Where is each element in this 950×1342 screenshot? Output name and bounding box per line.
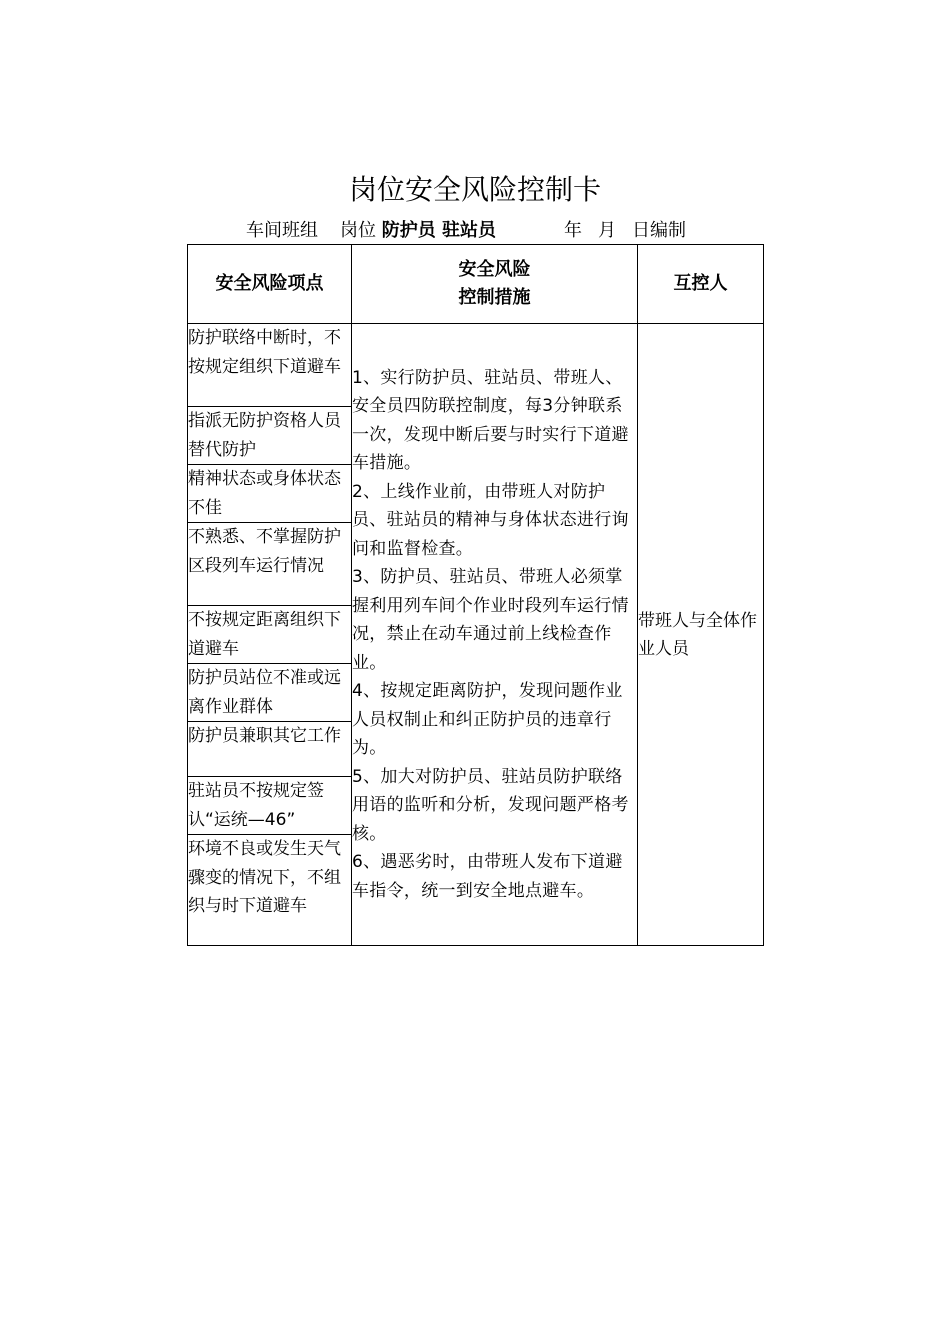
mutual-control-cell: 带班人与全体作业人员	[638, 324, 764, 946]
measure-item: 3、防护员、驻站员、带班人必须掌握利用列车间个作业时段列车运行情况，禁止在动车通过前上线检查作业。	[352, 567, 629, 673]
table-row	[188, 324, 764, 407]
day-label: 日编制	[632, 220, 687, 241]
header-mutual: 互控人	[638, 245, 764, 324]
measures-cell	[352, 324, 638, 946]
measure-item: 2、上线作业前，由带班人对防护员、驻站员的精神与身体状态进行询问和监督检查。	[352, 481, 629, 559]
risk-item: 防护员站位不准或远离作业群体	[188, 664, 352, 722]
year-label: 年	[564, 220, 583, 241]
risk-item: 精神状态或身体状态不佳	[188, 465, 352, 523]
month-label: 月	[598, 220, 617, 241]
measure-item: 4、按规定距离防护，发现问题作业人员权制止和纠正防护员的违章行为。	[352, 681, 623, 759]
risk-item: 指派无防护资格人员替代防护	[188, 407, 352, 465]
measure-item: 6、遇恶劣时，由带班人发布下道避车指令，统一到安全地点避车。	[352, 852, 623, 901]
risk-item: 不按规定距离组织下道避车	[188, 606, 352, 664]
risk-item: 驻站员不按规定签认“运统—46”	[188, 777, 352, 835]
measure-item: 1、实行防护员、驻站员、带班人、安全员四防联控制度，每3分钟联系一次，发现中断后要与时实行下道避车措施。	[352, 367, 629, 474]
risk-item: 不熟悉、不掌握防护区段列车运行情况	[188, 523, 352, 606]
table-header-row	[188, 245, 764, 324]
header-measures: 安全风险 控制措施	[352, 245, 638, 324]
risk-item: 防护员兼职其它工作	[188, 722, 352, 777]
post-label: 岗位	[340, 220, 376, 241]
measure-item: 5、加大对防护员、驻站员防护联络用语的监听和分析，发现问题严格考核。	[352, 766, 629, 844]
workshop-label: 车间班组	[246, 220, 318, 241]
subtitle-line	[246, 218, 686, 244]
risk-control-table	[187, 244, 764, 946]
risk-item: 环境不良或发生天气骤变的情况下，不组织与时下道避车	[188, 835, 352, 946]
post-value: 防护员 驻站员	[381, 220, 497, 241]
risk-item: 防护联络中断时，不按规定组织下道避车	[188, 324, 352, 407]
header-risk: 安全风险项点	[188, 245, 352, 324]
page-title: 岗位安全风险控制卡	[348, 173, 601, 206]
